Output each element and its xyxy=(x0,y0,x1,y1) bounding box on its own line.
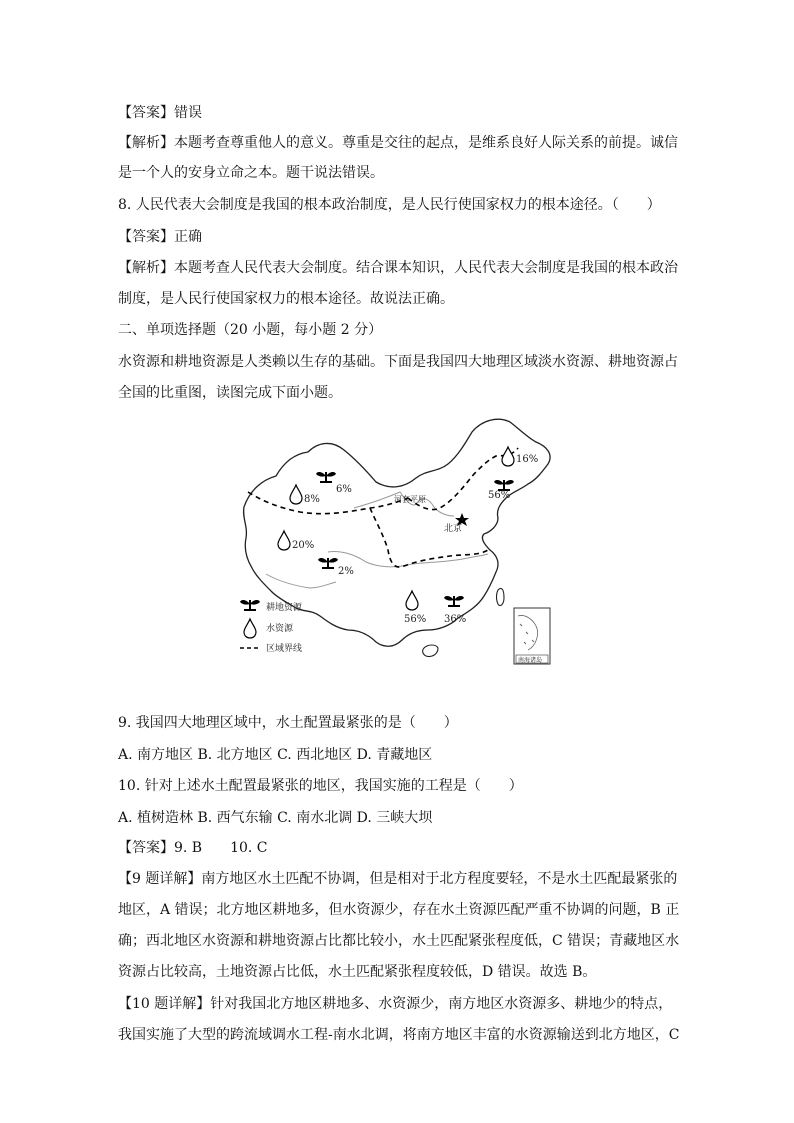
analysis-line: 制度，是人民行使国家权力的根本途径。故说法正确。 xyxy=(118,291,454,307)
answer-line: 【答案】错误 xyxy=(118,105,202,121)
question-8: 8. 人民代表大会制度是我国的根本政治制度，是人民行使国家权力的根本途径。（ ） xyxy=(118,197,661,213)
hetao-label: 河套平原 xyxy=(394,495,426,504)
farmland-icon xyxy=(494,480,514,490)
legend-water-label: 水资源 xyxy=(266,624,294,634)
analysis-line: 是一个人的安身立命之本。题干说法错误。 xyxy=(118,165,384,181)
tibet-water-pct: 20% xyxy=(292,540,315,551)
map-legend xyxy=(240,600,303,654)
water-drop-icon xyxy=(406,591,418,610)
region-boundaries xyxy=(248,448,518,567)
farmland-icon xyxy=(444,596,464,606)
north-land-pct: 56% xyxy=(488,490,511,501)
intro-line: 水资源和耕地资源是人类赖以生存的基础。下面是我国四大地理区域淡水资源、耕地资源占 xyxy=(118,354,678,370)
taiwan-island xyxy=(497,588,505,605)
hainan-island xyxy=(423,645,438,657)
legend-water-icon xyxy=(244,619,256,638)
water-drop-icon xyxy=(290,485,302,504)
south-land-pct: 36% xyxy=(444,614,467,625)
explanation-line: 【9 题详解】南方地区水土匹配不协调，但是相对于北方程度要轻，不是水土匹配最紧张的 xyxy=(118,871,678,887)
northeast-water-pct: 16% xyxy=(516,454,539,465)
answer-line: 【答案】9. B 10. C xyxy=(118,840,268,856)
explanation-line: 确；西北地区水资源和耕地资源占比都比较小，水土匹配紧张程度低，C 错误；青藏地区水 xyxy=(118,933,680,949)
tibet-river xyxy=(266,574,336,588)
legend-land-label: 耕地资源 xyxy=(266,603,303,613)
answer-line: 【答案】正确 xyxy=(118,229,202,245)
tibet-land-pct: 2% xyxy=(338,566,354,577)
northwest-water-pct: 8% xyxy=(304,494,320,505)
explanation-line: 资源占比较高，土地资源占比低，水土匹配紧张程度较低，D 错误。故选 B。 xyxy=(118,964,597,980)
water-drop-icon xyxy=(502,447,514,466)
legend-farmland-icon xyxy=(240,600,260,610)
question-10: 10. 针对上述水土配置最紧张的地区，我国实施的工程是（ ） xyxy=(118,778,523,794)
farmland-icon xyxy=(316,472,336,482)
analysis-line: 【解析】本题考查尊重他人的意义。尊重是交往的起点，是维系良好人际关系的前提。诚信 xyxy=(118,135,678,151)
northwest-land-pct: 6% xyxy=(336,484,352,495)
explanation-line: 我国实施了大型的跨流域调水工程-南水北调，将南方地区丰富的水资源输送到北方地区，C xyxy=(118,1027,680,1043)
question-10-options: A. 植树造林 B. 西气东输 C. 南水北调 D. 三峡大坝 xyxy=(118,810,433,826)
farmland-icon xyxy=(318,558,338,568)
water-drop-icon xyxy=(278,531,290,550)
legend-boundary-label: 区域界线 xyxy=(266,644,303,654)
intro-line: 全国的比重图，读图完成下面小题。 xyxy=(118,385,342,401)
beijing-label: 北京 xyxy=(444,524,463,534)
analysis-line: 【解析】本题考查人民代表大会制度。结合课本知识，人民代表大会制度是我国的根本政治 xyxy=(118,260,678,276)
question-9-options: A. 南方地区 B. 北方地区 C. 西北地区 D. 青藏地区 xyxy=(118,747,433,763)
south-china-sea-inset xyxy=(514,608,550,664)
explanation-line: 【10 题详解】针对我国北方地区耕地多、水资源少，南方地区水资源多、耕地少的特点， xyxy=(118,996,673,1012)
explanation-line: 地区，A 错误；北方地区耕地多，但水资源少，存在水土资源匹配严重不协调的问题，B 正 xyxy=(118,902,680,918)
inset-label: 南海诸岛 xyxy=(518,657,543,664)
question-9: 9. 我国四大地理区域中，水土配置最紧张的是（ ） xyxy=(118,715,458,731)
china-resource-map xyxy=(236,412,556,670)
section-heading: 二、单项选择题（20 小题，每小题 2 分） xyxy=(118,322,383,338)
south-water-pct: 56% xyxy=(404,614,427,625)
